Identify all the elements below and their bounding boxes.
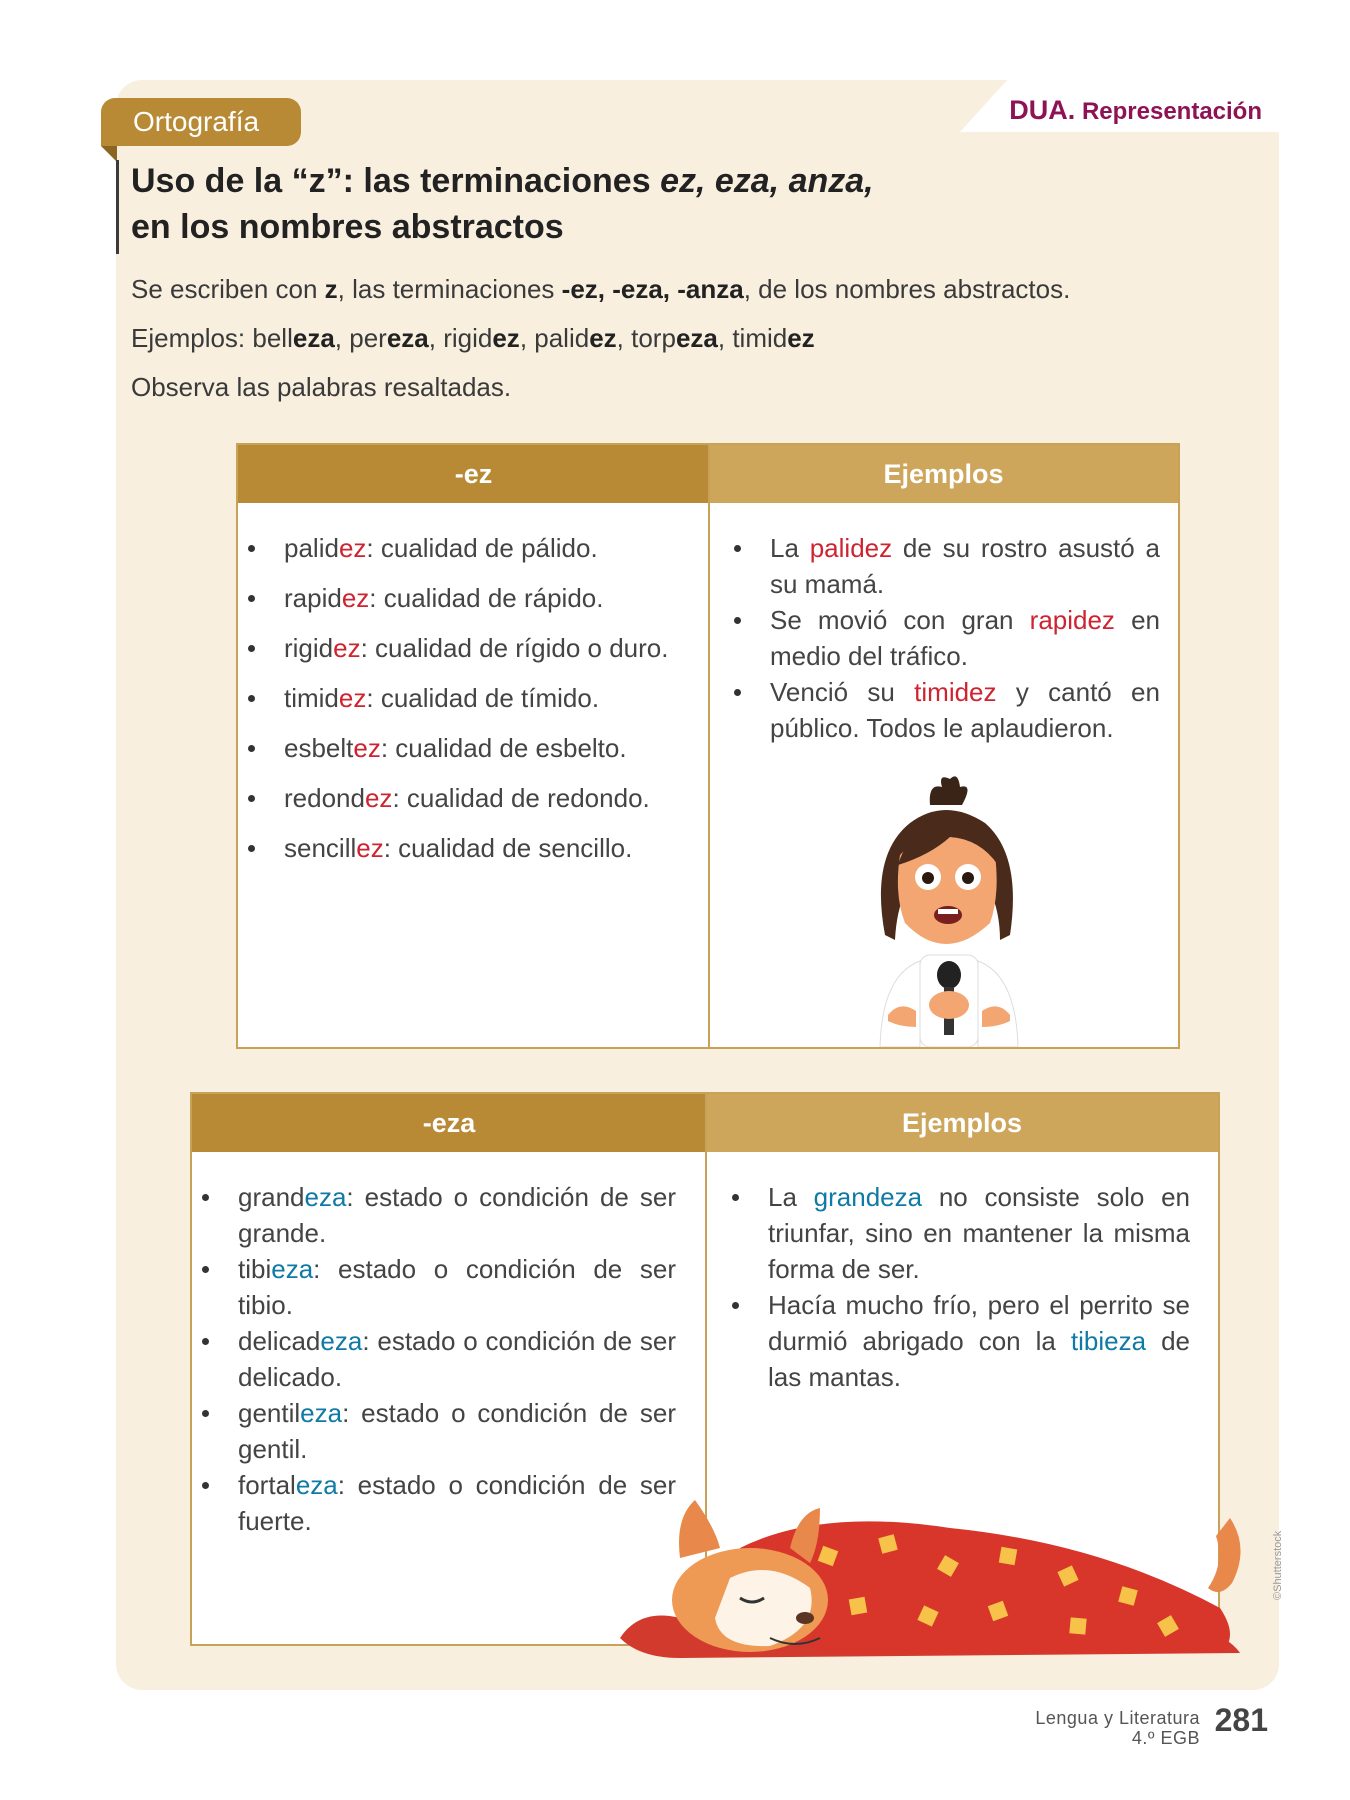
- example-stem: timid: [732, 323, 788, 353]
- word-ending: ez: [364, 783, 393, 813]
- example-sep: ,: [616, 323, 632, 353]
- title-part: Uso de la “z”: las terminaciones: [131, 162, 661, 200]
- highlighted-word: grandeza: [813, 1182, 923, 1212]
- table-ez-examples: [724, 530, 1160, 746]
- grade-level: 4.º EGB: [1131, 1728, 1200, 1748]
- word-definition: : cualidad de rígido o duro.: [360, 633, 669, 663]
- list-item: [724, 530, 1160, 602]
- examples-line: [131, 323, 815, 354]
- word-definition: : estado o condición de ser tibio.: [238, 1254, 676, 1320]
- word-stem: grand: [238, 1182, 305, 1212]
- example-stem: torp: [631, 323, 676, 353]
- sentence-text: Hacía mucho frío, pero el perrito se durmió abrigado con la: [768, 1290, 1190, 1356]
- word-ending: eza: [295, 1470, 338, 1500]
- word-ending: eza: [300, 1398, 343, 1428]
- list-item: [238, 680, 698, 716]
- word-definition: : cualidad de rápido.: [369, 583, 604, 613]
- word-ending: ez: [338, 683, 367, 713]
- photo-credit: ©Shutterstock: [1272, 1530, 1284, 1600]
- rule-text: [131, 274, 1070, 305]
- sentence-text: Se movió con gran: [770, 605, 1030, 635]
- examples-list: [252, 323, 814, 353]
- footer-subject: [1035, 1708, 1200, 1748]
- word-ending: ez: [333, 633, 361, 663]
- word-stem: tibi: [238, 1254, 272, 1284]
- example-stem: per: [349, 323, 387, 353]
- sentence-text: La: [768, 1182, 814, 1212]
- example-ending: eza: [386, 323, 429, 353]
- word-ending: ez: [341, 583, 370, 613]
- list-item: [724, 674, 1160, 746]
- list-item: [192, 1395, 676, 1467]
- highlighted-word: tibieza: [1070, 1326, 1147, 1356]
- example-stem: bell: [252, 323, 293, 353]
- example-stem: palid: [534, 323, 590, 353]
- list-item: [238, 530, 698, 566]
- word-stem: rapid: [284, 583, 342, 613]
- dua-prefix: DUA.: [1009, 95, 1076, 125]
- rule-part: , de los nombres abstractos.: [743, 274, 1071, 304]
- word-ending: ez: [338, 533, 367, 563]
- word-stem: redond: [284, 783, 365, 813]
- list-item: [238, 630, 698, 666]
- list-item: [192, 1467, 676, 1539]
- examples-label: Ejemplos:: [131, 323, 253, 353]
- word-stem: timid: [284, 683, 339, 713]
- title-line2: en los nombres abstractos: [131, 208, 564, 246]
- dua-text: Representación: [1081, 98, 1262, 125]
- word-definition: : estado o condición de ser gentil.: [238, 1398, 676, 1464]
- example-sep: ,: [334, 323, 350, 353]
- table-divider: [708, 445, 710, 1047]
- word-stem: delicad: [238, 1326, 321, 1356]
- word-definition: : cualidad de sencillo.: [383, 833, 633, 863]
- table-eza-header-right: Ejemplos: [706, 1094, 1218, 1152]
- example-ending: ez: [787, 323, 815, 353]
- section-tab-fold: [101, 146, 117, 162]
- title-italic: ez, eza, anza,: [660, 162, 874, 200]
- sentence-text: en medio del tráfico.: [770, 605, 1160, 671]
- word-definition: : cualidad de redondo.: [392, 783, 650, 813]
- sentence-text: La: [770, 533, 810, 563]
- subject-name: Lengua y Literatura: [1035, 1708, 1200, 1728]
- word-definition: : estado o condición de ser grande.: [238, 1182, 676, 1248]
- section-tab: Ortografía: [101, 98, 301, 146]
- word-definition: : estado o condición de ser delicado.: [238, 1326, 676, 1392]
- table-eza-words: [192, 1179, 676, 1539]
- highlighted-word: rapidez: [1029, 605, 1115, 635]
- word-ending: eza: [320, 1326, 363, 1356]
- list-item: [192, 1251, 676, 1323]
- list-item: [724, 602, 1160, 674]
- list-item: [722, 1179, 1190, 1287]
- table-ez-header-left: -ez: [238, 445, 709, 503]
- table-eza-examples: [722, 1179, 1190, 1395]
- example-ending: ez: [492, 323, 520, 353]
- page-number: 281: [1214, 1702, 1268, 1738]
- example-stem: rigid: [443, 323, 493, 353]
- highlighted-word: timidez: [914, 677, 997, 707]
- word-ending: eza: [304, 1182, 347, 1212]
- list-item: [238, 580, 698, 616]
- word-ending: ez: [356, 833, 384, 863]
- table-eza-header-left: -eza: [192, 1094, 706, 1152]
- example-ending: eza: [292, 323, 335, 353]
- word-stem: rigid: [284, 633, 334, 663]
- example-ending: ez: [589, 323, 617, 353]
- list-item: [238, 780, 698, 816]
- word-definition: : cualidad de tímido.: [366, 683, 600, 713]
- example-sep: ,: [519, 323, 535, 353]
- observe-text: Observa las palabras resaltadas.: [131, 372, 512, 402]
- sentence-text: de las mantas.: [768, 1326, 1190, 1392]
- title-accent-bar: [116, 160, 119, 254]
- sentence-text: y cantó en público. Todos le aplaudieron.: [770, 677, 1160, 743]
- word-stem: palid: [284, 533, 339, 563]
- sentence-text: Venció su: [770, 677, 915, 707]
- example-sep: ,: [428, 323, 444, 353]
- sleeping-dog-illustration: [620, 1488, 1260, 1658]
- word-ending: eza: [271, 1254, 314, 1284]
- sentence-text: no consiste solo en triunfar, sino en mantener la misma forma de ser.: [768, 1182, 1190, 1284]
- word-definition: : estado o condición de ser fuerte.: [238, 1470, 676, 1536]
- list-item: [192, 1323, 676, 1395]
- example-sep: ,: [717, 323, 733, 353]
- word-ending: ez: [353, 733, 381, 763]
- table-ez: [236, 443, 1180, 1049]
- list-item: [238, 830, 698, 866]
- page-title: [131, 158, 1031, 250]
- list-item: [722, 1287, 1190, 1395]
- sentence-text: de su rostro asustó a su mamá.: [770, 533, 1160, 599]
- example-ending: eza: [675, 323, 718, 353]
- highlighted-word: palidez: [809, 533, 893, 563]
- table-ez-words: [238, 530, 698, 880]
- list-item: [192, 1179, 676, 1251]
- rule-part: Se escriben con: [131, 274, 325, 304]
- word-definition: : cualidad de esbelto.: [380, 733, 627, 763]
- table-ez-header-right: Ejemplos: [709, 445, 1178, 503]
- rule-letter: z: [324, 274, 338, 304]
- word-stem: fortal: [238, 1470, 296, 1500]
- list-item: [238, 730, 698, 766]
- word-stem: gentil: [238, 1398, 301, 1428]
- word-stem: esbelt: [284, 733, 354, 763]
- word-stem: sencill: [284, 833, 357, 863]
- rule-part: , las terminaciones: [337, 274, 562, 304]
- girl-singing-illustration: [850, 765, 1040, 1047]
- rule-endings: -ez, -eza, -anza: [561, 274, 744, 304]
- word-definition: : cualidad de pálido.: [366, 533, 598, 563]
- dua-label: [1009, 95, 1262, 126]
